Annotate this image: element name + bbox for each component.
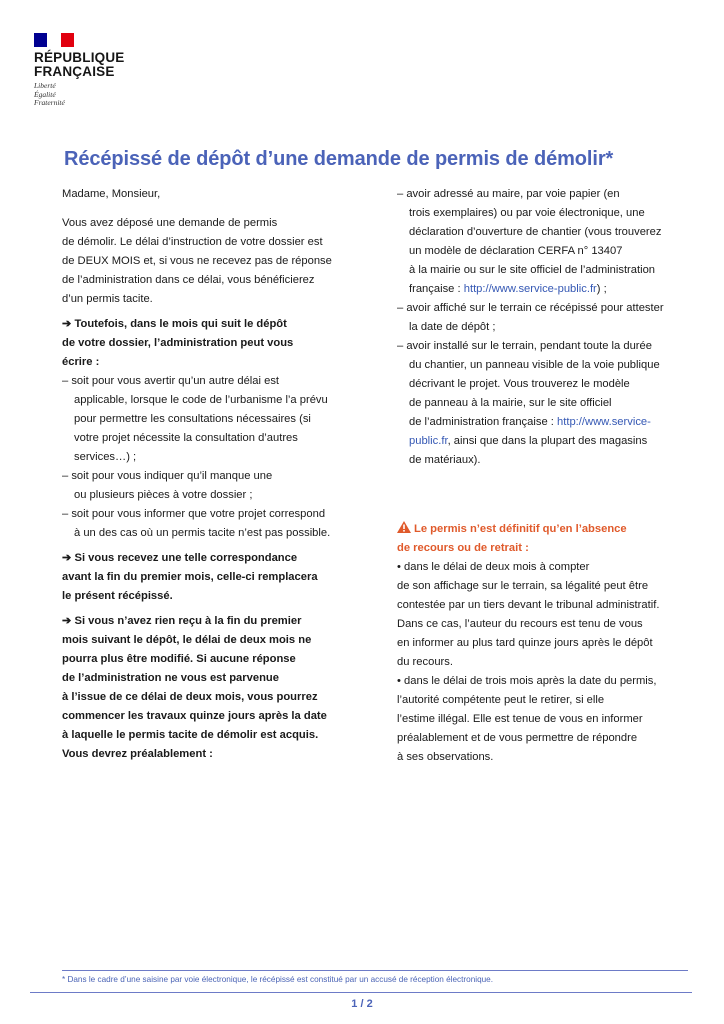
list-item: – soit pour vous indiquer qu’il manque une ou plusieurs pièces à votre dossier ; [62,470,273,501]
list-item: • dans le délai de trois mois après la date du permis, l’autorité compétente peut le retirer, si elle l’estime illégal. Elle est tenue de vous en informer préalablement et de vous permettre de répondre à ses observations. [397,675,657,763]
list-item: – soit pour vous informer que votre projet correspond à un des cas où un permis tacite n’est pas possible. [62,508,331,539]
french-flag-icon [34,33,74,47]
service-public-link[interactable]: http://www.service- [557,416,651,428]
page-number: 1 / 2 [351,998,373,1010]
si-correspondance-paragraph: ➔ Si vous recevez une telle correspondance avant la fin du premier mois, celle-ci remplacera le présent récépissé. [62,552,318,602]
left-column [62,185,367,764]
footer-divider [62,970,688,971]
si-rien-recu-paragraph: ➔ Si vous n’avez rien reçu à la fin du premier mois suivant le dépôt, le délai de deux mois ne pourra plus être modifié. Si aucune réponse de l’administration ne vous est parvenue à l’issue de ce délai de deux mois, vous pourrez commencer les travaux quinze jours après la date à laquelle le permis tacite de démolir est acquis. Vous devrez préalablement : [62,615,327,760]
warning-heading: Le permis n’est définitif qu’en l’absence de recours ou de retrait : [397,523,627,554]
list-item: – soit pour vous avertir qu’un autre délai est applicable, lorsque le code de l’urbanisme l’a prévu pour permettre les consultations nécessaires (si votre projet nécessite la consultation d’autres services…) ; [62,375,328,463]
document-title: Récépissé de dépôt d’une demande de permis de démolir* [64,148,614,170]
motto: Liberté Égalité Fraternité [34,81,65,107]
list-item: • dans le délai de deux mois à compter de son affichage sur le terrain, sa légalité peut être contestée par un tiers devant le tribunal administratif. Dans ce cas, l’auteur du recours est tenu de vous en informer au plus tard quinze jours après le dépôt du recours. [397,561,660,668]
toutefois-paragraph: ➔ Toutefois, dans le mois qui suit le dépôt de votre dossier, l’administration peut vous écrire : [62,318,294,368]
list-item: – avoir installé sur le terrain, pendant toute la durée du chantier, un panneau visible de la voie publique décrivant le projet. Vous trouverez le modèle de panneau à la mairie, sur le site officiel de l’administration française : http://www.service- public.fr, ainsi que dans la plupart des magasins de matériaux). [397,340,660,466]
service-public-link[interactable]: http://www.service-public.fr [463,283,597,295]
list-item: – avoir affiché sur le terrain ce récépissé pour attester la date de dépôt ; [397,302,664,333]
footnote: * Dans le cadre d’une saisine par voie électronique, le récépissé est constitué par un accusé de réception électronique. [62,975,494,984]
republique-francaise-logo [34,33,144,108]
right-column [397,185,687,767]
service-public-link-cont[interactable]: public.fr [409,435,448,447]
rf-line-2: FRANÇAISE [34,64,115,79]
intro-paragraph: Vous avez déposé une demande de permis de démolir. Le délai d’instruction de votre dossier est de DEUX MOIS et, si vous ne recevez pas de réponse de l’administration dans ce délai, vous bénéficierez d’un permis tacite. [62,217,332,305]
rf-line-1: RÉPUBLIQUE [34,50,125,65]
list-item: – avoir adressé au maire, par voie papier (en trois exemplaires) ou par voie électronique, une déclaration d’ouverture de chantier (vous trouverez un modèle de déclaration CERFA n° 13407 à la mairie ou sur le site officiel de l’administration française : http://www.service-public.fr) ; [397,188,662,295]
footer-divider [30,992,692,993]
warning-icon [397,521,411,533]
greeting: Madame, Monsieur, [62,188,161,200]
